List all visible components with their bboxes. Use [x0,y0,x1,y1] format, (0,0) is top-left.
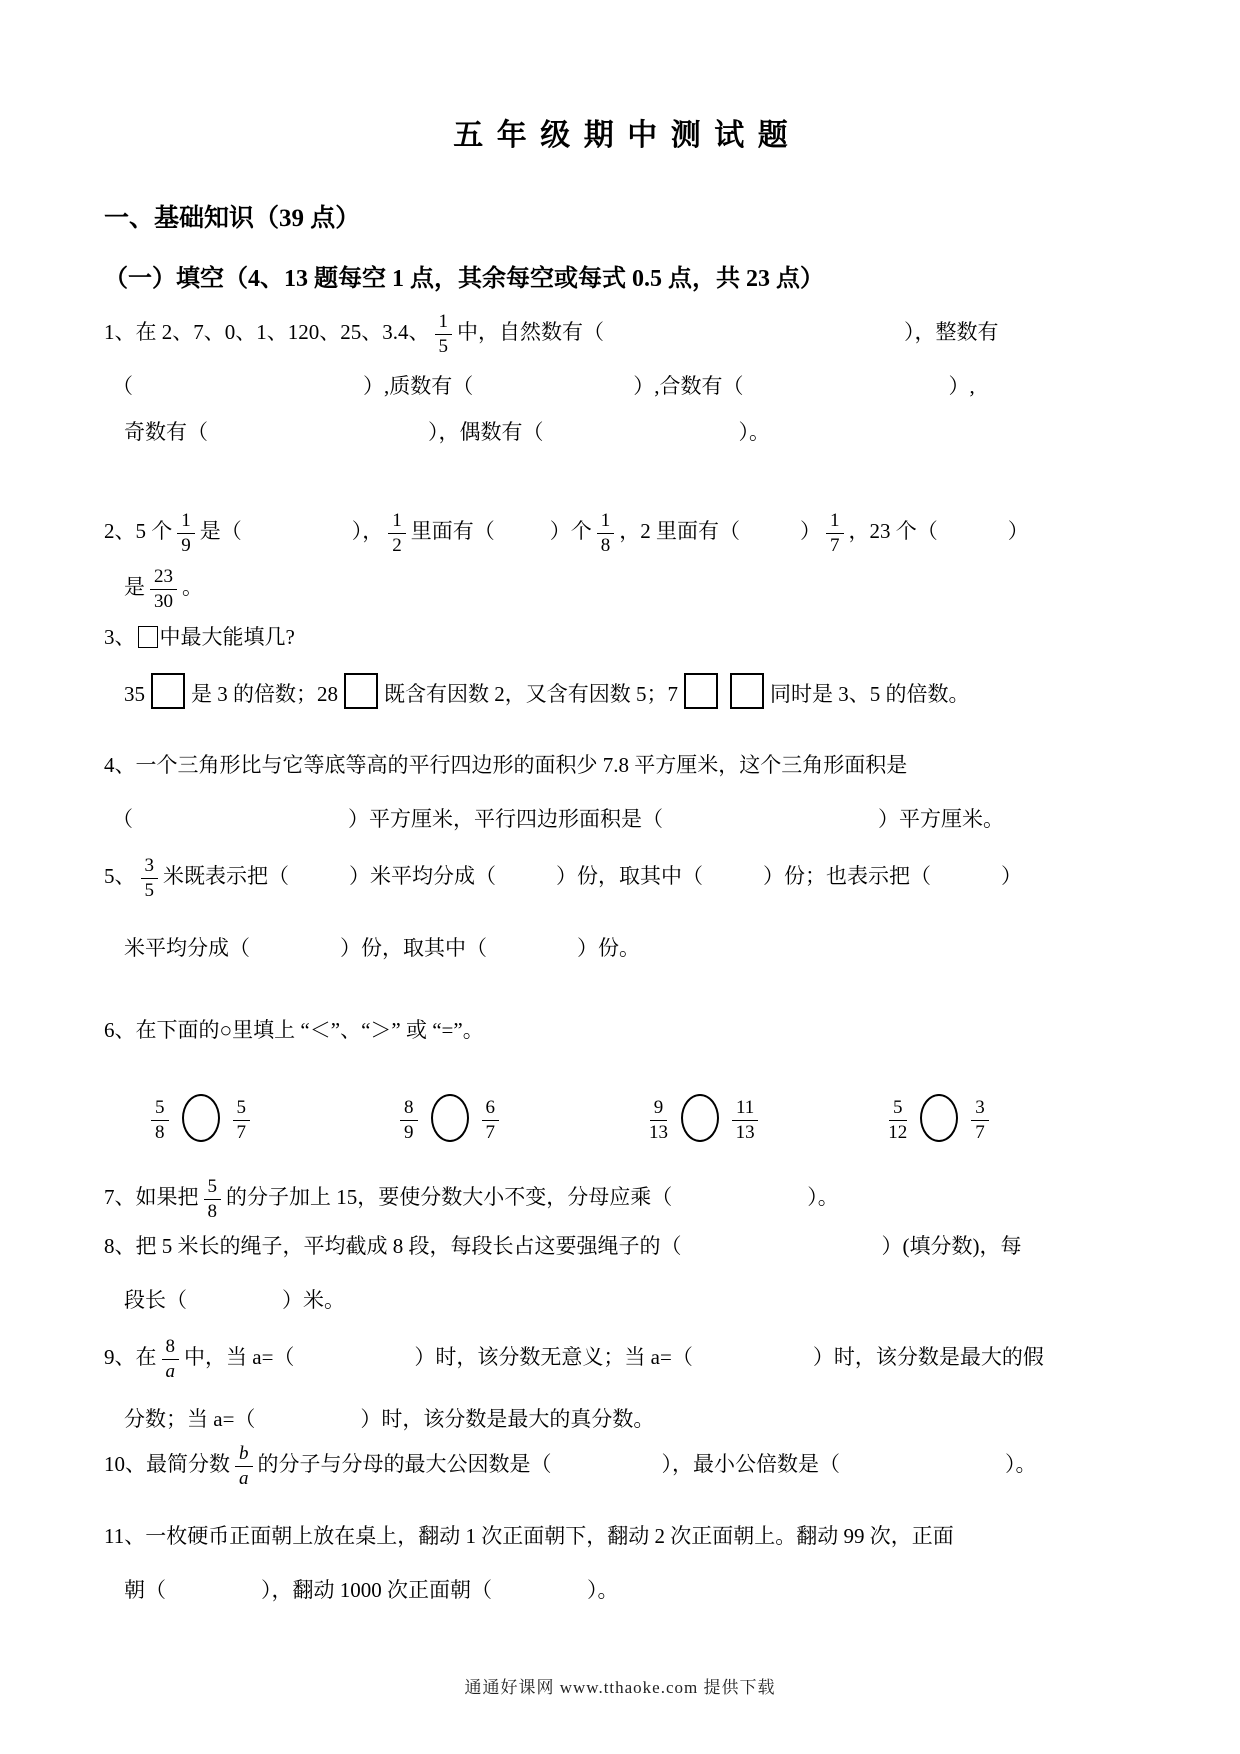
answer-blank [255,1124,395,1126]
question-8-line-1 [104,1228,1140,1264]
text-run: ）时，该分数无意义；当 a=（ [414,1345,693,1370]
fraction: $\frac{1}{2}$ [388,510,406,557]
answer-blank [473,391,633,393]
text-run: ）平方厘米，平行四边形面积是（ [348,807,663,832]
text-run: ）,合数有（ [633,373,744,398]
fraction: $\frac{1}{5}$ [435,311,453,358]
text-run: 8、把 5 米长的绳子，平均截成 8 段，每段长占这要强绳子的（ [104,1234,682,1259]
fraction: $\frac{1}{9}$ [177,510,195,557]
text-run: ） [1007,518,1029,543]
text-run: ）。 [807,1184,839,1209]
text-run: ）。 [587,1577,619,1602]
text-run: 中，自然数有（ [457,320,604,345]
text-run: 既含有因数 2，又含有因数 5；7 [384,681,678,706]
text-run: ），整数有 [904,320,999,345]
answer-blank [544,437,739,439]
answer-blank [663,824,878,826]
text-run: 是（ [199,518,242,543]
text-run: ）。 [1005,1452,1037,1477]
text-run: 5、 [104,864,136,889]
question-9 [104,1336,1140,1437]
answer-blank [495,536,550,538]
page-title: 五 年 级 期 中 测 试 题 [453,119,791,152]
fraction: $\frac{5}{8}$ [204,1176,222,1223]
question-1-line-1 [104,311,1140,358]
answer-blank [187,1305,282,1307]
question-6-line-1 [104,1012,1140,1048]
question-6 [104,1012,1140,1148]
fraction: $\frac{3}{5}$ [141,855,159,902]
fraction: $\frac{1}{8}$ [597,510,615,557]
answer-blank [693,1363,813,1365]
text-run: ）份。 [577,935,640,960]
answer-box [138,626,158,648]
question-4-line-2 [104,801,1140,837]
answer-blank [289,881,349,883]
question-11 [104,1518,1140,1608]
text-run: ）份；也表示把（ [763,864,931,889]
answer-blank [496,881,556,883]
question-11-line-2 [104,1572,1140,1608]
text-run: 2、5 个 [104,518,173,543]
text-run: 米既表示把（ [163,864,289,889]
text-run: ）份，取其中（ [556,864,703,889]
answer-blank [703,881,763,883]
fraction: $\frac{5}{7}$ [233,1097,251,1144]
question-6-comparison-row [104,1094,1140,1148]
comparison-circle [431,1094,469,1142]
fraction: $\frac{23}{30}$ [150,566,177,613]
text-run: 里面有（ [410,518,495,543]
answer-blank [552,1469,662,1471]
text-run: ）个 [549,518,592,543]
question-2-line-1 [104,510,1140,557]
text-run: 米平均分成（ [124,935,250,960]
text-run: 6、在下面的○里填上 “＜”、“＞” 或 “=”。 [104,1017,484,1042]
answer-blank [763,1124,883,1126]
text-run: ）时，该分数是最大的真分数。 [360,1407,655,1432]
question-1-line-3 [104,414,1140,450]
text-run: 。 [182,575,203,600]
answer-blank [487,953,577,955]
text-run: 11、一枚硬币正面朝上放在桌上，翻动 1 次正面朝下，翻动 2 次正面朝上。翻动 99 次，正面 [104,1523,954,1548]
fraction: $\frac{5}{8}$ [151,1097,169,1144]
text-run: 段长（ [124,1288,187,1313]
question-5-line-1 [104,855,1140,902]
text-run: 中最大能填几? [159,625,295,650]
text-run: 7、如果把 [104,1184,199,1209]
question-10 [104,1443,1140,1490]
answer-blank [931,881,1001,883]
text-run: ）, [948,373,975,398]
question-5 [104,855,1140,966]
comparison-circle [681,1094,719,1142]
text-run: ）。 [738,419,770,444]
answer-blank [740,536,800,538]
answer-blank [250,953,340,955]
question-2-line-2 [104,566,1140,613]
text-run: 是 3 的倍数；28 [191,681,338,706]
answer-blank [672,1202,807,1204]
text-run: ）米。 [282,1288,345,1313]
page-footer: 通通好课网 www.tthaoke.com 提供下载 [464,1678,776,1697]
text-run: ）平方厘米。 [878,807,1004,832]
text-run: ）份，取其中（ [340,935,487,960]
question-4 [104,747,1140,837]
section-heading: 一、基础知识（39 点） [104,205,361,232]
answer-blank [604,337,904,339]
question-9-line-2 [104,1401,1140,1437]
answer-blank [242,536,352,538]
question-7 [104,1176,1140,1223]
fraction: $\frac{11}{13}$ [732,1097,758,1144]
answer-box [684,673,718,709]
text-run: 9、在 [104,1345,157,1370]
text-run: 分数；当 a=（ [124,1407,256,1432]
text-run: 4、一个三角形比与它等底等高的平行四边形的面积少 7.8 平方厘米，这个三角形面积是 [104,753,908,778]
fraction: $\frac{1}{7}$ [826,510,844,557]
question-1 [104,311,1140,450]
text-run: （ [112,373,133,398]
text-run: ） [1001,864,1022,889]
text-run: ），最小公倍数是（ [661,1452,840,1477]
answer-box [151,673,185,709]
question-3 [104,619,1140,719]
answer-blank [492,1595,587,1597]
fraction: $\frac{6}{7}$ [482,1097,500,1144]
answer-box [730,673,764,709]
text-run: ）米平均分成（ [349,864,496,889]
question-2 [104,510,1140,613]
fraction: $\frac{5}{12}$ [888,1097,908,1144]
answer-blank [504,1124,644,1126]
text-run: 中，当 a=（ [184,1345,295,1370]
question-3-line-1 [104,619,1140,655]
question-5-line-2 [104,930,1140,966]
fraction: $\frac{b}{a}$ [235,1443,253,1490]
text-run: 是 [124,575,145,600]
text-run: 的分子与分母的最大公因数是（ [257,1452,552,1477]
text-run: 同时是 3、5 的倍数。 [770,681,970,706]
answer-box [344,673,378,709]
answer-blank [294,1363,414,1365]
text-run: 10、最简分数 [104,1452,230,1477]
question-8-line-2 [104,1282,1140,1318]
question-9-line-1 [104,1336,1140,1383]
answer-blank [133,391,363,393]
fraction: $\frac{8}{9}$ [400,1097,418,1144]
question-3-line-2 [104,673,1140,719]
question-4-line-1 [104,747,1140,783]
question-8 [104,1228,1140,1318]
answer-blank [840,1469,1005,1471]
subsection-heading: （一）填空（4、13 题每空 1 点，其余每空或每式 0.5 点，共 23 点） [104,266,824,292]
text-run: 的分子加上 15，要使分数大小不变，分母应乘（ [226,1184,673,1209]
fraction: $\frac{9}{13}$ [649,1097,668,1144]
fraction: $\frac{3}{7}$ [971,1097,989,1144]
answer-blank [208,437,428,439]
text-run: 1、在 2、7、0、1、120、25、3.4、 [104,320,430,345]
text-run: ）， [351,518,384,543]
question-10-line-1 [104,1443,1140,1490]
text-run: ）时，该分数是最大的假 [812,1345,1044,1370]
comparison-circle [182,1094,220,1142]
answer-blank [166,1595,261,1597]
text-run: ，2 里面有（ [619,518,740,543]
text-run: 朝（ [124,1577,166,1602]
text-run: （ [112,807,133,832]
text-run: ，23 个（ [848,518,938,543]
text-run: 奇数有（ [124,419,208,444]
text-run: ），翻动 1000 次正面朝（ [261,1577,492,1602]
question-1-line-2 [104,368,1140,404]
question-7-line-1 [104,1176,1140,1223]
comparison-circle [920,1094,958,1142]
text-run: 3、 [104,625,136,650]
fraction: $\frac{8}{a}$ [162,1336,180,1383]
question-11-line-1 [104,1518,1140,1554]
text-run: ）,质数有（ [363,373,474,398]
answer-blank [255,1424,360,1426]
answer-blank [133,824,348,826]
text-run: ） [800,518,821,543]
text-run: ），偶数有（ [428,419,544,444]
text-run: ）(填分数)，每 [881,1234,1022,1259]
text-run: 35 [124,681,145,706]
answer-blank [682,1251,882,1253]
answer-blank [744,391,949,393]
answer-blank [938,536,1008,538]
